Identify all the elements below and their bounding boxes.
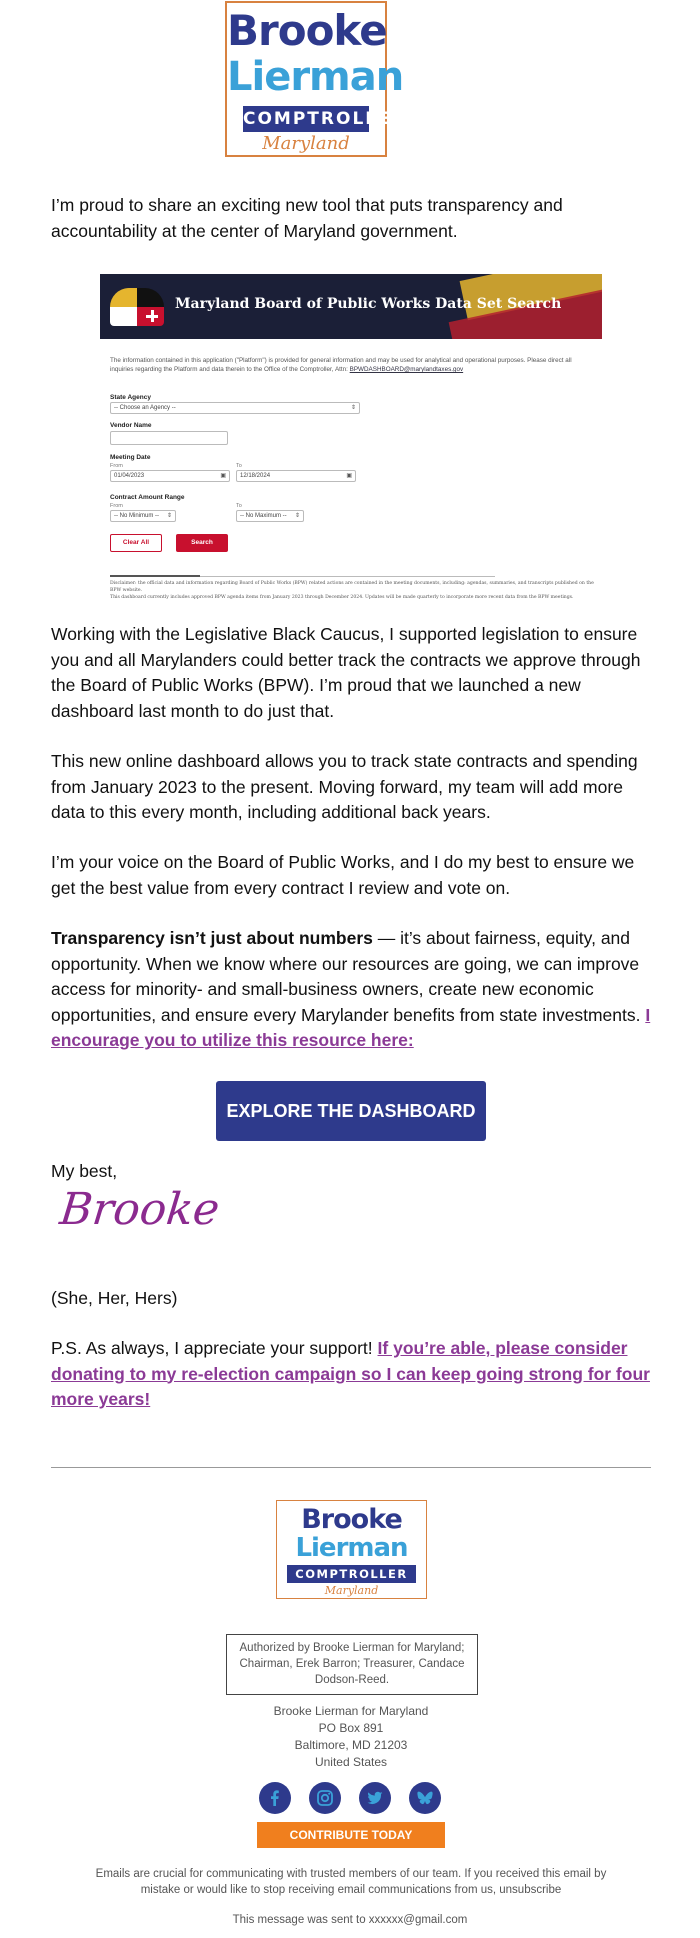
clear-all-button: Clear All (110, 534, 162, 552)
paragraph-voice: I’m your voice on the Board of Public Works, and I do my best to ensure we get the best value from every contract I review and vote on. (51, 852, 635, 898)
logo-first-name: Brooke (227, 6, 387, 55)
ps-paragraph: P.S. As always, I appreciate your support! If you’re able, please consider donating to my re-election campaign so I can keep going strong for four more years! (51, 1338, 650, 1409)
amount-to-label: To (236, 503, 242, 509)
maryland-flag-icon (110, 288, 164, 326)
facebook-icon[interactable] (259, 1782, 291, 1814)
resource-link[interactable]: I encourage you to utilize this resource here: (51, 1004, 651, 1050)
state-agency-label: State Agency (110, 394, 151, 401)
state-agency-select: -- Choose an Agency -- ⇕ (110, 402, 360, 414)
address-city: Baltimore, MD 21203 (294, 1738, 408, 1752)
pronouns: (She, Her, Hers) (51, 1288, 178, 1308)
footer-logo-title: COMPTROLLER (287, 1565, 416, 1583)
divider (51, 1467, 651, 1468)
logo-title: COMPTROLLER (243, 106, 369, 132)
amount-from-label: From (110, 503, 123, 509)
from-date-input: 01/04/2023 ▣ (110, 470, 230, 482)
address-box: PO Box 891 (318, 1721, 384, 1735)
address-country: United States (314, 1755, 388, 1769)
header-logo (225, 1, 407, 157)
closing: My best, (51, 1161, 118, 1181)
vendor-name-label: Vendor Name (110, 422, 152, 429)
intro-paragraph: I’m proud to share an exciting new tool that puts transparency and accountability at the center of Maryland government. (51, 195, 563, 241)
meeting-date-label: Meeting Date (110, 454, 151, 461)
dashboard-footer-disclaimer: Disclaimer: the official data and information regarding Board of Public Works (BPW) related actions are contained in the meeting documents, including: agendas, summaries, and transcripts published on the BPW website. This dashboard currently includes approved BPW agenda items from January 2023 through December 2024. Updates will be made quarterly to incorporate more recent data from the BPW meetings. (110, 581, 594, 600)
search-button: Search (176, 534, 228, 552)
sent-to-notice: This message was sent to xxxxxx@gmail.com (232, 1914, 468, 1926)
paragraph-transparency: Transparency isn’t just about numbers — it’s about fairness, equity, and opportunity. When we know where our resources are going, we can improve access for minority- and small-business owners, create new economic opportunities, and ensure every Marylander benefits from state investments. I encourage you to utilize this resource here: (51, 928, 651, 1050)
authorization-notice: Authorized by Brooke Lierman for Maryland; Chairman, Erek Barron; Treasurer, Candace Dodson-Reed. (226, 1634, 478, 1695)
footer-logo-state: Maryland (324, 1584, 379, 1597)
dashboard-screenshot[interactable] (100, 274, 602, 599)
bluesky-icon[interactable] (409, 1782, 441, 1814)
dashboard-disclaimer: The information contained in this application ("Platform") is provided for general information and may be used for analytical and operational purposes. Please direct all inquiries regarding the Platform and data therein to the Office of the Comptroller, Attn: BPWDASHBOARD@marylandtaxes.gov (110, 357, 572, 373)
max-amount-select: -- No Maximum -- ⇕ (236, 510, 304, 522)
signature: Brooke (57, 1184, 222, 1235)
dashboard-banner (100, 274, 602, 339)
contract-amount-label: Contract Amount Range (110, 494, 185, 501)
min-amount-select: -- No Minimum -- ⇕ (110, 510, 176, 522)
contribute-today-button[interactable]: CONTRIBUTE TODAY (257, 1822, 445, 1848)
footer-logo-first-name: Brooke (301, 1504, 402, 1535)
paragraph-legislation: Working with the Legislative Black Caucus, I supported legislation to ensure you and all Marylanders could better track the contracts we approve through the Board of Public Works (BPW). I’m proud that we launched a new dashboard last month to do just that. (51, 624, 641, 721)
dashboard-banner-title: Maryland Board of Public Works Data Set Search (175, 296, 562, 312)
legal-notice: Emails are crucial for communicating with trusted members of our team. If you received this email by mistake or would like to stop receiving email communications from us, unsubscribe (95, 1868, 607, 1896)
transparency-lead: Transparency isn’t just about numbers (51, 928, 373, 948)
twitter-icon[interactable] (359, 1782, 391, 1814)
explore-dashboard-button[interactable]: EXPLORE THE DASHBOARD (216, 1081, 486, 1141)
instagram-icon[interactable] (309, 1782, 341, 1814)
to-date-label: To (236, 463, 242, 469)
address-name: Brooke Lierman for Maryland (273, 1704, 429, 1718)
logo-state: Maryland (262, 133, 350, 154)
paragraph-dashboard: This new online dashboard allows you to track state contracts and spending from January 2023 to the present. Moving forward, my team will add more data to this every month, including additional back years. (51, 751, 638, 822)
logo-last-name: Lierman (227, 54, 404, 100)
from-date-label: From (110, 463, 123, 469)
footer-logo (276, 1500, 427, 1599)
vendor-name-input (110, 431, 228, 445)
mailing-address (200, 1703, 502, 1771)
dashboard-disclaimer-email: BPWDASHBOARD@marylandtaxes.gov (349, 366, 464, 373)
donate-link[interactable]: If you’re able, please consider donating to my re-election campaign so I can keep going strong for four more years! (51, 1338, 650, 1409)
footer-logo-last-name: Lierman (295, 1533, 408, 1563)
to-date-input: 12/18/2024 ▣ (236, 470, 356, 482)
